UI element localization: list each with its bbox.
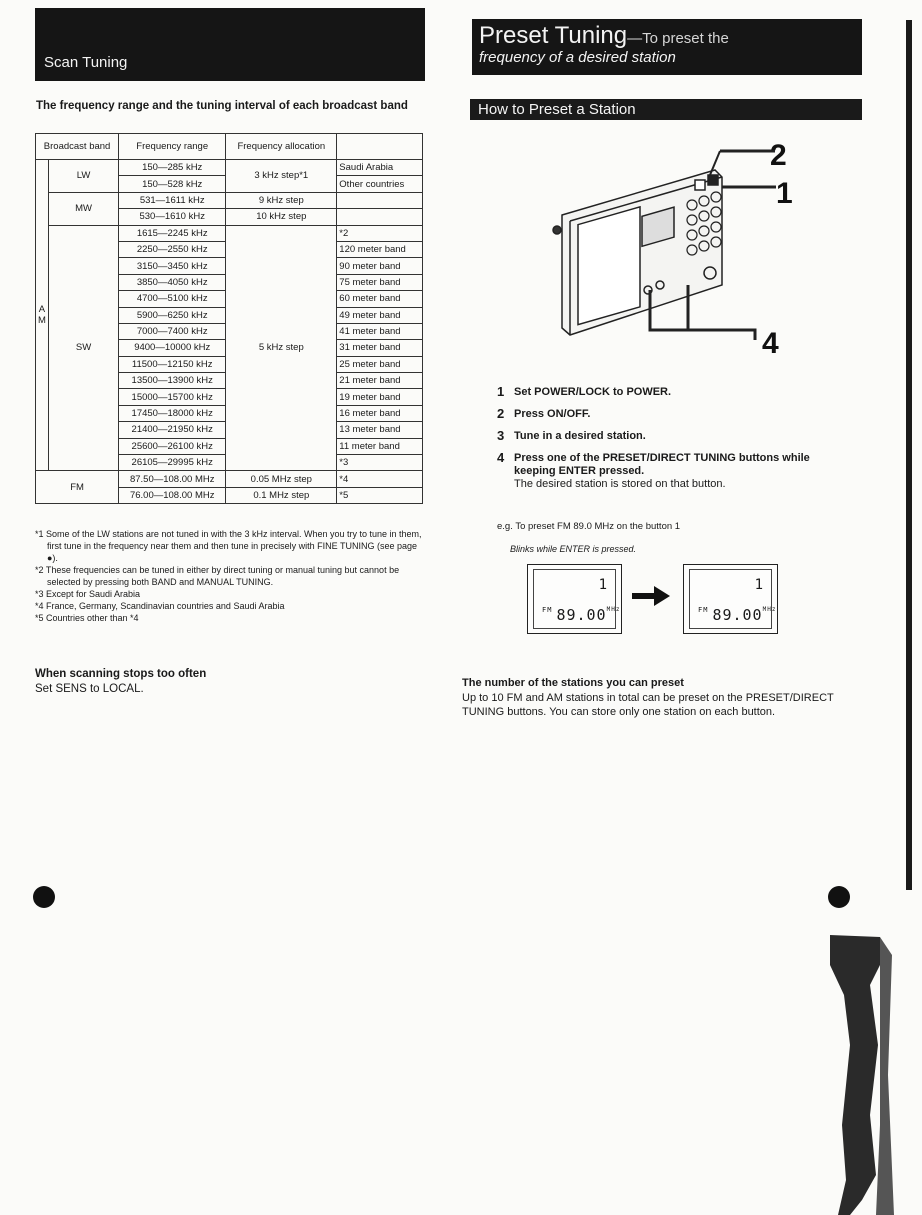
footnote: *4 France, Germany, Scandinavian countries and Saudi Arabia [35,601,285,611]
note-cell: 90 meter band [337,258,423,274]
step-text: Press one of the PRESET/DIRECT TUNING buttons while keeping ENTER pressed. [514,452,810,477]
range-cell: 26105—29995 kHz [119,455,226,471]
step-number: 4 [497,450,505,465]
callout-2: 2 [770,139,787,172]
radio-illustration [500,125,855,370]
unit-mark: MHz [606,606,621,613]
band-cell: MW [48,192,118,225]
note-cell: 49 meter band [337,307,423,323]
when-scanning-text: Set SENS to LOCAL. [35,683,144,695]
note-cell: Other countries [337,176,423,192]
step-item [497,430,847,443]
footnote: *2 These frequencies can be tuned in either by direct tuning or manual tuning but cannot be selected by pressing both BAND and MANUAL TUNING. [35,565,400,587]
note-cell [337,192,423,208]
table-row [36,160,423,176]
page-edge-rule [906,20,912,890]
table-header-row [36,134,423,160]
note-cell: 16 meter band [337,405,423,421]
band-mark: FM [542,606,553,614]
table-intro: The frequency range and the tuning interval of each broadcast band [36,100,408,112]
allocation-cell: 10 kHz step [226,209,337,225]
range-cell: 17450—18000 kHz [119,405,226,421]
note-cell: *5 [337,487,423,503]
frequency-value: 89.00 [712,606,763,624]
step-number: 3 [497,428,505,443]
lcd-display-before [527,564,622,634]
step-text: Set POWER/LOCK to POWER. [514,386,672,398]
preset-tuning-title [479,22,729,50]
range-cell: 11500—12150 kHz [119,356,226,372]
range-cell: 7000—7400 kHz [119,323,226,339]
range-cell: 4700—5100 kHz [119,291,226,307]
example-caption: e.g. To preset FM 89.0 MHz on the button 1 [497,521,681,532]
footnote: *5 Countries other than *4 [35,613,139,623]
lcd-frame [689,569,777,629]
allocation-cell: 9 kHz step [226,192,337,208]
range-cell: 150—528 kHz [119,176,226,192]
range-cell: 150—285 kHz [119,160,226,176]
range-cell: 76.00—108.00 MHz [119,487,226,503]
registration-dot [33,886,55,908]
header-notes [337,134,423,160]
note-cell: 31 meter band [337,340,423,356]
range-cell: 21400—21950 kHz [119,422,226,438]
note-cell: 75 meter band [337,274,423,290]
preset-tuning-banner [472,19,862,75]
step-subtext: The desired station is stored on that button. [514,478,726,490]
table-row [36,471,423,487]
am-label: A M [36,160,49,471]
range-cell: 1615—2245 kHz [119,225,226,241]
note-cell: 11 meter band [337,438,423,454]
step-number: 1 [497,384,505,399]
allocation-cell: 5 kHz step [226,225,337,471]
scan-edge-artifact [800,925,922,1215]
preset-tuning-title-main: Preset Tuning [479,22,628,49]
callout-1: 1 [776,177,793,210]
steps-list [497,386,847,500]
lcd-frame [533,569,621,629]
allocation-cell: 0.1 MHz step [226,487,337,503]
range-cell: 13500—13900 kHz [119,373,226,389]
note-cell: 41 meter band [337,323,423,339]
lcd-display-after [683,564,778,634]
table-row [36,225,423,241]
step-item [497,408,847,421]
footnote: *1 Some of the LW stations are not tuned in with the 3 kHz interval. When you try to tune in them, first tune in the frequency near them and then tune in precisely with FINE TUNING (see page ●). [35,529,422,563]
note-cell: *2 [337,225,423,241]
arrow-right-icon [630,583,672,609]
frequency-value: 89.00 [556,606,607,624]
scan-tuning-label: Scan Tuning [44,54,128,71]
registration-dot [828,886,850,908]
preset-channel: 1 [754,577,763,593]
blink-note: Blinks while ENTER is pressed. [510,544,637,554]
unit-mark: MHz [762,606,777,613]
preset-count-text: Up to 10 FM and AM stations in total can be preset on the PRESET/DIRECT TUNING buttons. You can store only one station on each button. [462,692,834,718]
preset-channel: 1 [598,577,607,593]
step-item [497,386,847,399]
step-item [497,452,847,491]
header-range: Frequency range [119,134,226,160]
range-cell: 9400—10000 kHz [119,340,226,356]
footnotes [35,528,425,624]
step-text: Tune in a desired station. [514,430,646,442]
preset-tuning-subtitle: frequency of a desired station [479,49,676,66]
range-cell: 2250—2550 kHz [119,241,226,257]
allocation-cell: 0.05 MHz step [226,471,337,487]
note-cell: 13 meter band [337,422,423,438]
range-cell: 15000—15700 kHz [119,389,226,405]
allocation-cell: 3 kHz step*1 [226,160,337,193]
note-cell: 120 meter band [337,241,423,257]
footnote: *3 Except for Saudi Arabia [35,589,141,599]
band-cell: LW [48,160,118,193]
scan-tuning-banner [35,8,425,81]
frequency-readout [698,606,776,624]
header-allocation: Frequency allocation [226,134,337,160]
range-cell: 3150—3450 kHz [119,258,226,274]
band-cell: SW [48,225,118,471]
band-cell: FM [36,471,119,504]
range-cell: 5900—6250 kHz [119,307,226,323]
note-cell: 21 meter band [337,373,423,389]
frequency-readout [542,606,620,624]
range-cell: 87.50—108.00 MHz [119,471,226,487]
preset-count-title: The number of the stations you can preset [462,677,684,689]
when-scanning-title: When scanning stops too often [35,668,207,680]
note-cell: *3 [337,455,423,471]
range-cell: 25600—26100 kHz [119,438,226,454]
note-cell: 25 meter band [337,356,423,372]
table-row [36,192,423,208]
preset-tuning-title-suffix: —To preset the [627,30,729,47]
range-cell: 3850—4050 kHz [119,274,226,290]
range-cell: 531—1611 kHz [119,192,226,208]
frequency-table [35,133,423,504]
step-text: Press ON/OFF. [514,408,591,420]
note-cell: Saudi Arabia [337,160,423,176]
note-cell: 60 meter band [337,291,423,307]
how-to-heading: How to Preset a Station [470,99,862,120]
note-cell: *4 [337,471,423,487]
band-mark: FM [698,606,709,614]
note-cell: 19 meter band [337,389,423,405]
note-cell [337,209,423,225]
step-number: 2 [497,406,505,421]
range-cell: 530—1610 kHz [119,209,226,225]
callout-4: 4 [762,327,779,360]
header-band: Broadcast band [36,134,119,160]
